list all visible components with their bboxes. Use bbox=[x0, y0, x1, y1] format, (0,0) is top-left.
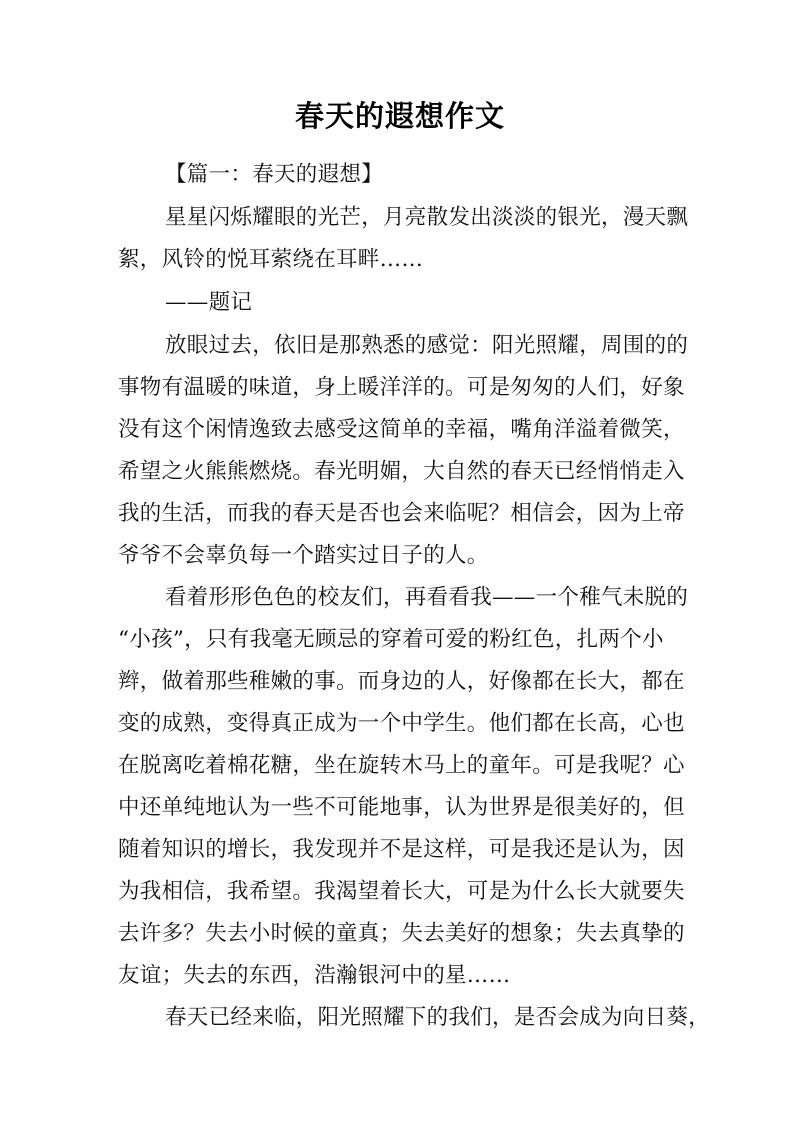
paragraph-line: 星星闪烁耀眼的光芒，月亮散发出淡淡的银光，漫天飘 bbox=[165, 205, 689, 230]
paragraph-line: 去许多？失去小时候的童真；失去美好的想象；失去真挚的 bbox=[118, 921, 685, 946]
paragraph-line: 变的成熟，变得真正成为一个中学生。他们都在长高，心也 bbox=[118, 711, 685, 736]
paragraph-line: 友谊；失去的东西，浩瀚银河中的星…… bbox=[118, 963, 511, 988]
paragraph-line: 事物有温暖的味道，身上暖洋洋的。可是匆匆的人们，好象 bbox=[118, 375, 685, 400]
paragraph-line: 我的生活，而我的春天是否也会来临呢？相信会，因为上帝 bbox=[118, 501, 685, 526]
paragraph-line: 看着形形色色的校友们，再看看我——一个稚气未脱的 bbox=[165, 585, 689, 610]
document-title: 春天的遐想作文 bbox=[294, 99, 505, 133]
paragraph-line: 春天已经来临，阳光照耀下的我们，是否会成为向日葵， bbox=[165, 1005, 711, 1030]
paragraph-line: 中还单纯地认为一些不可能地事，认为世界是很美好的，但 bbox=[118, 795, 685, 820]
paragraph-line: 没有这个闲情逸致去感受这简单的幸福，嘴角洋溢着微笑， bbox=[118, 417, 685, 442]
epigraph-attribution: ——题记 bbox=[165, 290, 253, 315]
paragraph-line: 随着知识的增长，我发现并不是这样，可是我还是认为，因 bbox=[118, 837, 685, 862]
paragraph-line: 放眼过去，依旧是那熟悉的感觉：阳光照耀，周围的的 bbox=[165, 333, 689, 358]
paragraph-line: “小孩”，只有我毫无顾忌的穿着可爱的粉红色，扎两个小 bbox=[118, 627, 664, 652]
paragraph-line: 希望之火熊熊燃烧。春光明媚，大自然的春天已经悄悄走入 bbox=[118, 459, 685, 484]
section-heading: 【篇一：春天的遐想】 bbox=[165, 162, 384, 187]
paragraph-line: 辫，做着那些稚嫩的事。而身边的人，好像都在长大，都在 bbox=[118, 669, 685, 694]
paragraph-line: 为我相信，我希望。我渴望着长大，可是为什么长大就要失 bbox=[118, 879, 685, 904]
paragraph-line: 在脱离吃着棉花糖，坐在旋转木马上的童年。可是我呢？心 bbox=[118, 753, 685, 778]
paragraph-line: 絮，风铃的悦耳萦绕在耳畔…… bbox=[118, 247, 424, 272]
paragraph-line: 爷爷不会辜负每一个踏实过日子的人。 bbox=[118, 543, 489, 568]
